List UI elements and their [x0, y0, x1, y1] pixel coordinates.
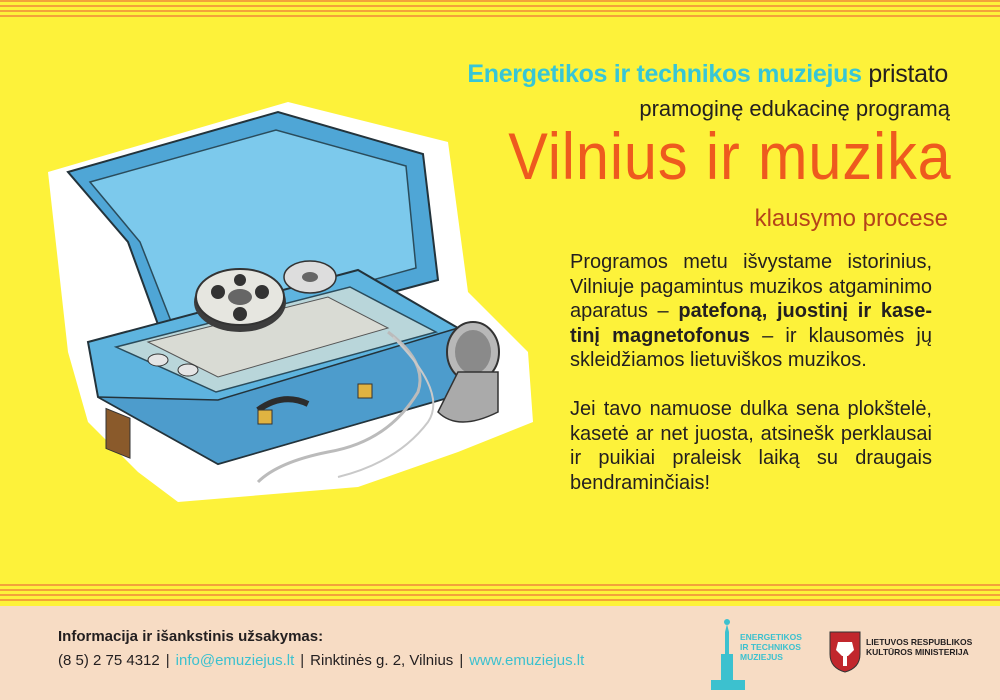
ministry-logo-line: LIETUVOS RESPUBLIKOS: [866, 637, 973, 647]
description-paragraph-2: Jei tavo namuose dulka sena plokštelė, kasetė ar net juosta, atsinešk perklausai ir puikiai praleisk laiką su draugais bendraminčiais!: [570, 397, 932, 494]
tape-reel-large: [194, 269, 286, 332]
tape-reel-small: [284, 261, 336, 293]
museum-logo-line: ENERGETIKOS: [740, 632, 802, 642]
program-title: Vilnius ir muzika: [508, 119, 952, 193]
organization-name: Energetikos ir technikos muziejus: [467, 60, 862, 88]
description-text: Programos metu išvystame istorinius, Vilniuje pagamintus muzikos atgaminimo aparatus –: [570, 251, 932, 323]
ministry-logo-line: KULTŪROS MINISTERIJA: [866, 647, 969, 657]
program-subtitle: pramoginę edukacinę programą: [639, 96, 950, 121]
phone-number: (8 5) 2 75 4312: [58, 652, 160, 669]
museum-logo-line: MUZIEJUS: [740, 652, 783, 662]
email-link[interactable]: info@emuziejus.lt: [175, 652, 295, 669]
header-presenter: [467, 60, 948, 89]
info-title: Informacija ir išankstinis užsakymas:: [58, 628, 324, 645]
separator: |: [165, 652, 170, 669]
museum-logo-text: [740, 632, 802, 662]
tape-recorder-illustration: [28, 92, 548, 504]
separator: |: [459, 652, 464, 669]
top-stripes: [0, 0, 1000, 18]
museum-logo-line: IR TECHNIKOS: [740, 642, 801, 652]
presents-word: pristato: [868, 60, 948, 88]
coat-of-arms-icon: [828, 630, 862, 674]
website-link[interactable]: www.emuziejus.lt: [469, 652, 585, 669]
program-tagline: klausymo procese: [754, 205, 948, 232]
description-paragraph-1: [570, 250, 932, 373]
separator: |: [300, 652, 305, 669]
bottom-stripes: [0, 584, 1000, 604]
ministry-logo-text: [866, 637, 972, 657]
program-description: [570, 250, 932, 519]
description-highlight: patefoną, juostinį ir kasetinį magnetofonus: [570, 300, 932, 347]
description-text: – ir klausomės jų skleidžiamos lietuviškos muzikos.: [570, 324, 932, 372]
contact-line: [58, 652, 584, 669]
address: Rinktinės g. 2, Vilnius: [310, 652, 454, 669]
